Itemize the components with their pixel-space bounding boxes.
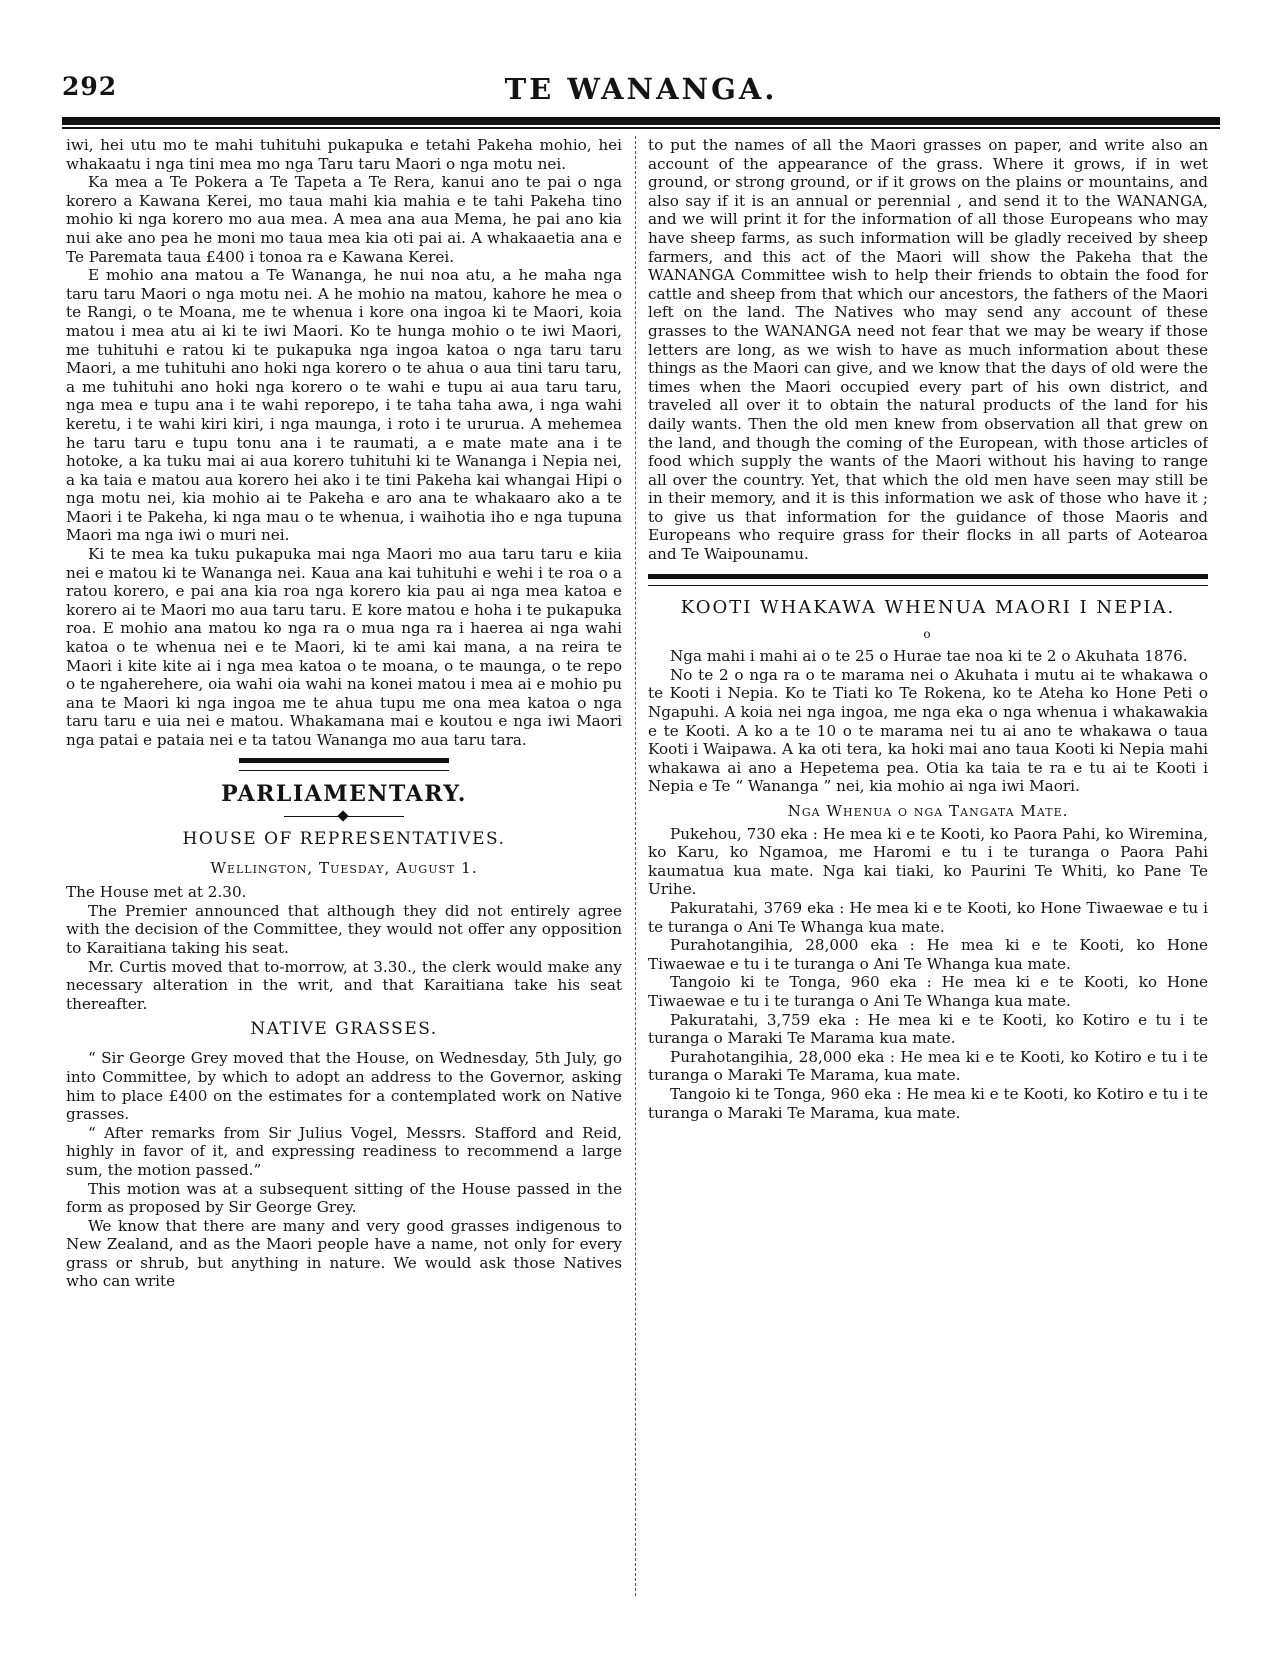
kooti-heading: KOOTI WHAKAWA WHENUA MAORI I NEPIA. (680, 596, 1176, 618)
page-number: 292 (62, 72, 118, 101)
column-divider (635, 136, 636, 1596)
native-paragraph-4: We know that there are many and very good grasses indigenous to New Zealand, and as the Maori people have a name, not only for every grass or shrub, but anything in nature. We would ask those Natives who can write (66, 1216, 622, 1291)
native-grasses-heading: NATIVE GRASSES. (250, 1019, 438, 1040)
whenua-entry-3: Purahotangihia, 28,000 eka : He mea ki e te Kooti, ko Hone Tiwaewae e tu i te turanga o Ani Te Whanga kua mate. (648, 936, 1208, 973)
whenua-entry-7: Tangoio ki te Tonga, 960 eka : He mea ki e te Kooti, ko Kotiro e tu i te turanga o Maraki Te Marama, kua mate. (648, 1084, 1208, 1122)
native-paragraph-2: “ After remarks from Sir Julius Vogel, Messrs. Stafford and Reid, highly in favor of it, and expressing readiness to recommend a large sum, the motion passed.” (66, 1123, 622, 1179)
right-column (648, 136, 1208, 1596)
newspaper-title: TE WANANGA. (504, 72, 778, 106)
left-paragraph-2: Ka mea a Te Pokera a Te Tapeta a Te Rera, kanui ano te pai o nga korero a Kawana Kerei, mo taua mahi kia mahia e te tahi Pakeha tino mohio ki nga korero mo aua mea. A mea ana aua Mema, he pai ano kia nui ake ano pea he moni mo taua mea kia oti pai ai. A whakaaetia ana e Te Paremata taua £400 i tonoa ra e Kawana Kerei. (66, 173, 622, 266)
section-divider-rule (239, 758, 449, 771)
masthead-rule-thin (62, 127, 1220, 129)
left-paragraph-4: Ki te mea ka tuku pukapuka mai nga Maori mo aua taru taru e kiia nei e matou ki te Wananga nei. Kaua ana kai tuhituhi e wehi i te roa o a ratou korero, e pai ana kia roa nga korero kia pau ai nga mea katoa e korero ai te Maori mo aua taru taru. E kore matou e hoha i te pukapuka roa. E mohio ana matou ko nga ra o mua nga ra i haerea ai nga wahi katoa o te whenua nei e te Maori, ki te ami kai mana, a na reira te Maori i kite kite ai i nga mea katoa o te moana, o te maunga, o te repo o te ngaherehere, oia wahi oia wahi na konei matou i mea ai e mohio pu ana te Maori ki nga ingoa me te ahua tupu me ona mea katoa o nga taru taru e uia nei e matou. Whakamana mai e koutou e nga iwi Maori nga patai e pataia nei e ta tatou Wananga mo aua taru tara. (66, 545, 622, 749)
masthead (62, 64, 1220, 118)
diamond-ornament-icon (284, 811, 404, 821)
left-paragraph-3: E mohio ana matou a Te Wananga, he nui noa atu, a he maha nga taru taru Maori o nga motu nei. A he mohio na matou, kahore he mea o te Rangi, o te Moana, me te whenua i kore ona ingoa ki te Maori, koia matou i mea atu ai ki te iwi Maori. Ko te hunga mohio o te iwi Maori, me tuhituhi e ratou ki te pukapuka nga ingoa katoa o nga taru taru Maori, a me tuhituhi ano hoki nga korero o te ahua o aua tini taru taru, a me tuhituhi ano hoki nga korero o te wahi e tupu ai aua taru taru, nga mea e tupu ana i te wahi reporepo, i te taha taha awa, i nga wahi keretu, i te wahi kiri kiri, i nga maunga, i roto i te ururua. A mehemea he taru taru e tupu tonu ana i te raumati, a e mate mate ana i te hotoke, a ka tuku mai ai aua korero tuhituhi ki te Wananga i Nepia nei, a ka taia e matou aua korero hei ako i te tini Pakeha kai whangai Hipi o nga motu nei, kia mohio ai te Pakeha e aro ana te whakaaro ako a te Maori i te Pakeha, ki nga mau o te whenua, i waihotia iho e nga tupuna Maori ma nga iwi o muri nei. (66, 266, 622, 545)
masthead-rule-thick (62, 117, 1220, 125)
whenua-heading: Nga Whenua o nga Tangata Mate. (787, 802, 1069, 820)
right-paragraph-1: to put the names of all the Maori grasses on paper, and write also an account of the appearance of the grass. Where it grows, if in wet ground, or strong ground, or if it grows on the plains or mountains, and also say if it is an annual or perennial , and send it to the WANANGA, and we will print it for the information of all those Europeans who may have sheep farms, as such information will be gladly received by sheep farmers, and this act of the Maori will show the Pakeha that the WANANGA Committee wish to help their friends to obtain the food for cattle and sheep from that which our ancestors, the fathers of the Maori left on the land. The Natives who may send any account of these grasses to the WANANGA need not fear that we may be weary if those letters are long, as we wish to have as much information about these things as the Maori can give, and we know that the days of old were the times when the Maori occupied every part of his own district, and traveled all over it to obtain the natural products of the land for his daily wants. Then the old men knew from observation all that grew on the land, and though the coming of the European, with those articles of food which supply the wants of the Maori without his having to range all over the country. Yet, that which the old men have seen may still be in their memory, and it is this information we ask of those who have it ; to give us that information for the guidance of those Maoris and Europeans who require grass for their flocks in all parts of Aotearoa and Te Waipounamu. (648, 136, 1208, 564)
parliamentary-heading: PARLIAMENTARY. (221, 780, 467, 807)
whenua-entry-2: Pakuratahi, 3769 eka : He mea ki e te Kooti, ko Hone Tiwaewae e tu i te turanga o Ani Te Whanga kua mate. (648, 898, 1208, 936)
native-paragraph-1: “ Sir George Grey moved that the House, on Wednesday, 5th July, go into Committee, by which to adopt an address to the Governor, asking him to place £400 on the estimates for a contemplated work on Native grasses. (66, 1049, 622, 1124)
whenua-entry-1: Pukehou, 730 eka : He mea ki e te Kooti, ko Paora Pahi, ko Wiremina, ko Karu, ko Ngamoa, me Haromi e tu i te turanga o Paora Pahi kaumatua kua mate. Nga kai tiaki, ko Paurini Te Whiti, ko Pane Te Urihe. (648, 824, 1208, 899)
kooti-paragraph-1: Nga mahi i mahi ai o te 25 o Hurae tae noa ki te 2 o Akuhata 1876. (670, 647, 1188, 666)
section-divider-rule (648, 574, 1208, 586)
whenua-entry-5: Pakuratahi, 3,759 eka : He mea ki e te Kooti, ko Kotiro e tu i te turanga o Maraki Te Marama kua mate. (648, 1010, 1208, 1048)
dateline: Wellington, Tuesday, August 1. (210, 858, 478, 877)
left-paragraph-1: iwi, hei utu mo te mahi tuhituhi pukapuka e tetahi Pakeha mohio, hei whakaatu i nga tini mea mo nga Taru taru Maori o nga motu nei. (66, 136, 622, 173)
whenua-entry-6: Purahotangihia, 28,000 eka : He mea ki e te Kooti, ko Kotiro e tu i te turanga o Maraki Te Marama, kua mate. (648, 1047, 1208, 1085)
house-paragraph-3: Mr. Curtis moved that to-morrow, at 3.30., the clerk would make any necessary alteration in the writ, and that Karaitiana take his seat thereafter. (66, 957, 622, 1013)
whenua-entry-4: Tangoio ki te Tonga, 960 eka : He mea ki e te Kooti, ko Hone Tiwaewae e tu i te turanga o Ani Te Whanga kua mate. (648, 973, 1208, 1010)
left-column (66, 136, 622, 1596)
kooti-paragraph-2: No te 2 o nga ra o te marama nei o Akuhata i mutu ai te whakawa o te Kooti i Nepia. Ko te Tiati ko Te Rokena, ko te Ateha ko Hone Peti o Ngapuhi. A koia nei nga ingoa, me nga eka o nga whenua i whakawakia e te Kooti. A ko a te 10 o te marama nei tu ai ano te whakawa o taua Kooti i Waipawa. A ka oti tera, ka hoki mai ano taua Kooti ki Nepia mahi whakawa ai ano a Hepetema pea. Otia ka taia te ra e tu ai te Kooti i Nepia e Te “ Wananga ” nei, kia mohio ai nga iwi Maori. (648, 665, 1208, 796)
house-paragraph-1: The House met at 2.30. (66, 883, 247, 902)
circle-ornament: o (923, 626, 933, 641)
native-paragraph-3: This motion was at a subsequent sitting of the House passed in the form as proposed by Sir George Grey. (66, 1179, 622, 1217)
house-heading: HOUSE OF REPRESENTATIVES. (182, 828, 506, 849)
house-paragraph-2: The Premier announced that although they did not entirely agree with the decision of the Committee, they would not offer any opposition to Karaitiana taking his seat. (66, 901, 622, 957)
